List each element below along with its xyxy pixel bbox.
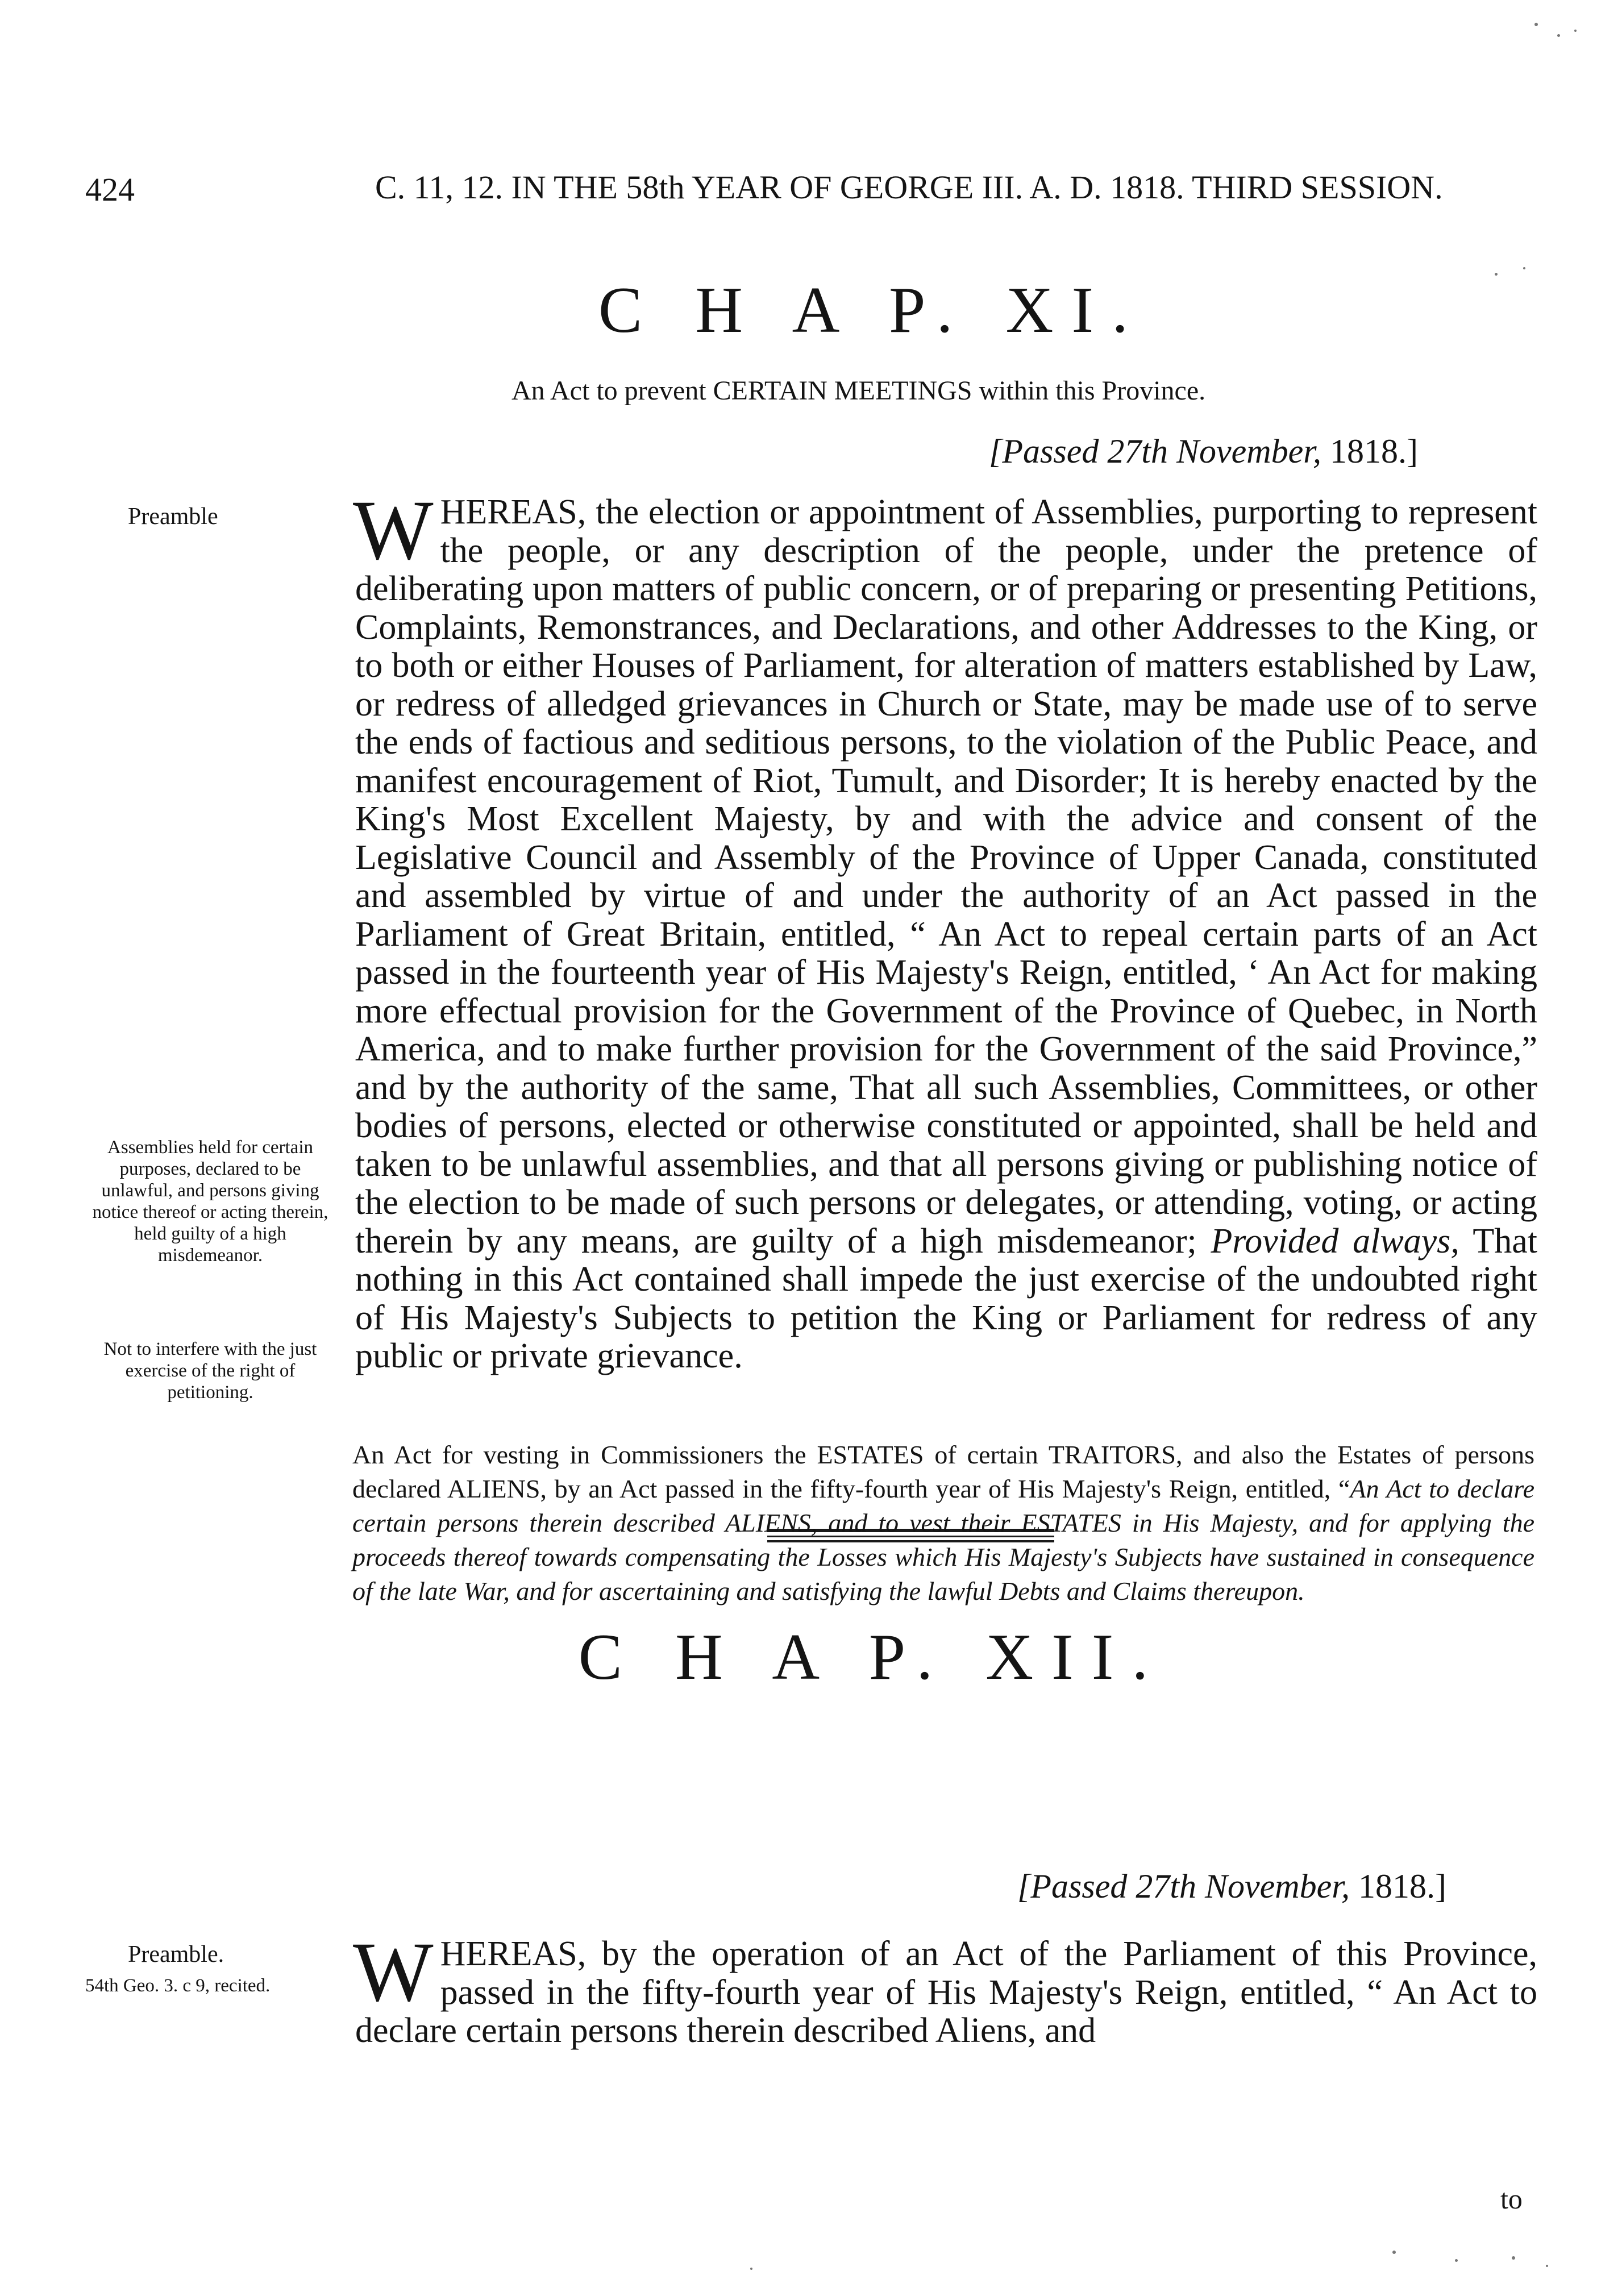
- scan-speck: [1534, 23, 1538, 26]
- body-proviso: Provided always,: [1211, 1221, 1459, 1261]
- page-number: 424: [85, 171, 135, 208]
- running-head: C. 11, 12. IN THE 58th YEAR OF GEORGE III. A. D. 1818. THIRD SESSION.: [375, 169, 1443, 206]
- passed-prefix: [Passed: [1017, 1867, 1136, 1905]
- act-title-italic: An Act to declare certain persons therein described ALIENS, and to vest their ESTATES in His Majesty, and for applying the proceeds thereof towards compensating the Losses which His Majesty's Subjects have sustained in consequence of the late War, and for ascertaining and satisfying the lawful Debts and Claims thereupon.: [352, 1474, 1534, 1605]
- margin-note-preamble-12: Preamble.: [128, 1941, 224, 1968]
- chapter-12-act-title: [352, 1438, 1534, 1608]
- scan-speck: [1574, 30, 1577, 32]
- chapter-12-body: [353, 1925, 1537, 2050]
- chapter-12-title: C H A P. XII.: [578, 1621, 1167, 1694]
- passed-year: 1818.]: [1321, 432, 1418, 470]
- margin-note-statute-reference: 54th Geo. 3. c 9, recited.: [85, 1975, 271, 1996]
- margin-note-preamble: Preamble: [128, 504, 218, 530]
- chapter-12-passed-date: [1017, 1867, 1446, 1906]
- scan-speck: [1512, 2256, 1515, 2260]
- scan-speck: [1392, 2251, 1396, 2254]
- drop-cap: W: [353, 1925, 434, 2019]
- chapter-11-passed-date: [989, 432, 1418, 471]
- margin-note-assemblies: Assemblies held for certain purposes, declared to be unlawful, and persons giving notice thereof or acting therein, held guilty of a high misdemeanor.: [92, 1137, 328, 1266]
- passed-year: 1818.]: [1349, 1867, 1446, 1905]
- chapter-11-title: C H A P. XI.: [598, 274, 1147, 347]
- passed-prefix: [Passed: [989, 432, 1108, 470]
- chapter-11-body: [353, 483, 1538, 1376]
- body-text: HEREAS, by the operation of an Act of the Parliament of this Province, passed in the fifty-fourth year of His Majesty's Reign, entitled, “ An Act to declare certain persons therein described Aliens, and: [355, 1935, 1537, 2050]
- scan-speck: [1557, 34, 1560, 37]
- body-part-2: That nothing in this Act contained shall impede the just exercise of the undoubted right of His Majesty's Subjects to petition the King or Parliament for redress of any public or private grievance.: [355, 1221, 1538, 1375]
- chapter-11-act-title: An Act to prevent CERTAIN MEETINGS within this Province.: [511, 376, 1206, 406]
- scan-speck: [750, 2268, 752, 2270]
- act-title-text: An Act for vesting in Commissioners the ESTATES of certain TRAITORS, and also the Estates of persons declared ALIENS, by an Act passed in the fifty-fourth year of His Majesty's Reign, entitled, “: [352, 1440, 1534, 1503]
- drop-cap: W: [353, 483, 434, 577]
- scan-speck: [1455, 2259, 1458, 2262]
- body-part-1: HEREAS, the election or appointment of Assemblies, purporting to represent the people, or any description of the people, under the pretence of deliberating upon matters of public concern, or of preparing or presenting Petitions, Complaints, Remonstrances, and Declarations, and other Addresses to the King, or to both or either Houses of Parliament, for alteration of matters established by Law, or redress of alledged grievances in Church or State, may be made use of to serve the ends of factious and seditious persons, to the violation of the Public Peace, and manifest encouragement of Riot, Tumult, and Disorder; It is hereby enacted by the King's Most Excellent Majesty, by and with the advice and consent of the Legislative Council and Assembly of the Province of Upper Canada, constituted and assembled by virtue of and under the authority of an Act passed in the Parliament of Great Britain, entitled, “ An Act to repeal certain parts of an Act passed in the fourteenth year of His Majesty's Reign, entitled, ‘ An Act for making more effectual provision for the Government of the Province of Quebec, in North America, and to make further provision for the Government of the said Province,” and by the authority of the same, That all such Assemblies, Committees, or other bodies of persons, elected or otherwise constituted or appointed, shall be held and taken to be unlawful assemblies, and that all persons giving or publishing notice of the election to be made of such persons or delegates, or attending, voting, or acting therein by any means, are guilty of a high misdemeanor;: [355, 493, 1537, 1261]
- passed-date: 27th November,: [1107, 432, 1321, 470]
- passed-date: 27th November,: [1136, 1867, 1350, 1905]
- scan-speck: [1546, 2265, 1548, 2267]
- catchword: to: [1500, 2183, 1523, 2215]
- margin-note-not-interfere: Not to interfere with the just exercise of the right of petitioning.: [103, 1339, 317, 1403]
- scan-speck: [1523, 267, 1525, 269]
- scan-speck: [1495, 273, 1498, 276]
